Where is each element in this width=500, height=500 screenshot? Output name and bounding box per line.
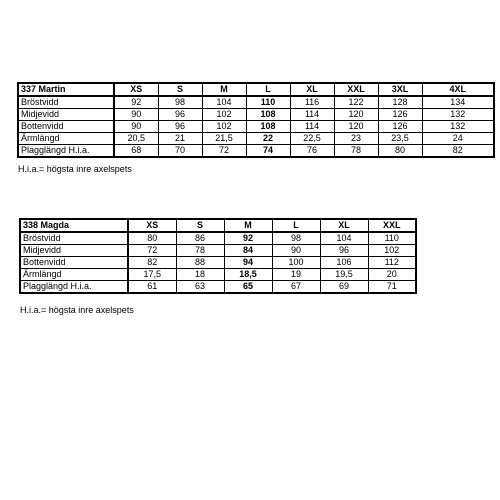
measurement-value: 21,5 (202, 133, 246, 145)
measurement-value: 90 (114, 109, 158, 121)
size-header: XL (320, 219, 368, 232)
measurement-value: 63 (176, 281, 224, 294)
measurement-value: 92 (114, 96, 158, 109)
size-header: 3XL (378, 83, 422, 96)
table-row (18, 145, 494, 158)
table-header-row (18, 83, 494, 96)
measurement-value: 88 (176, 257, 224, 269)
measurement-value: 108 (246, 109, 290, 121)
size-header: 4XL (422, 83, 494, 96)
measurement-value: 132 (422, 121, 494, 133)
size-header: XS (128, 219, 176, 232)
size-header: M (202, 83, 246, 96)
table-row (18, 96, 494, 109)
measurement-value: 116 (290, 96, 334, 109)
measurement-value: 18 (176, 269, 224, 281)
measurement-value: 96 (158, 121, 202, 133)
measurement-value: 71 (368, 281, 416, 294)
measurement-value: 19,5 (320, 269, 368, 281)
measurement-value: 104 (202, 96, 246, 109)
table-row (20, 269, 416, 281)
measurement-value: 112 (368, 257, 416, 269)
table-header-row (20, 219, 416, 232)
measurement-label: Midjevidd (18, 109, 114, 121)
size-table-martin-body (18, 83, 494, 157)
size-header: XS (114, 83, 158, 96)
measurement-value: 23 (334, 133, 378, 145)
measurement-label: Bröstvidd (20, 232, 128, 245)
measurement-value: 82 (128, 257, 176, 269)
measurement-value: 22,5 (290, 133, 334, 145)
measurement-value: 17,5 (128, 269, 176, 281)
measurement-value: 114 (290, 121, 334, 133)
measurement-value: 94 (224, 257, 272, 269)
table-row (20, 281, 416, 294)
table-note-martin: H.i.a.= högsta inre axelspets (18, 164, 132, 174)
table-row (20, 245, 416, 257)
measurement-value: 20,5 (114, 133, 158, 145)
measurement-value: 90 (272, 245, 320, 257)
measurement-value: 104 (320, 232, 368, 245)
measurement-value: 110 (368, 232, 416, 245)
size-table-martin (17, 82, 495, 158)
measurement-value: 102 (368, 245, 416, 257)
measurement-value: 102 (202, 109, 246, 121)
table-title: 338 Magda (20, 219, 128, 232)
measurement-value: 69 (320, 281, 368, 294)
measurement-label: Plagglängd H.i.a. (18, 145, 114, 158)
measurement-value: 68 (114, 145, 158, 158)
measurement-value: 76 (290, 145, 334, 158)
measurement-value: 78 (176, 245, 224, 257)
measurement-value: 22 (246, 133, 290, 145)
measurement-label: Bottenvidd (20, 257, 128, 269)
measurement-value: 90 (114, 121, 158, 133)
measurement-label: Ärmlängd (18, 133, 114, 145)
measurement-value: 18,5 (224, 269, 272, 281)
table-row (18, 133, 494, 145)
table-row (18, 121, 494, 133)
measurement-value: 61 (128, 281, 176, 294)
measurement-value: 23,5 (378, 133, 422, 145)
measurement-value: 78 (334, 145, 378, 158)
measurement-value: 98 (158, 96, 202, 109)
measurement-value: 72 (202, 145, 246, 158)
size-header: S (158, 83, 202, 96)
measurement-value: 86 (176, 232, 224, 245)
measurement-label: Bottenvidd (18, 121, 114, 133)
measurement-value: 132 (422, 109, 494, 121)
size-header: L (246, 83, 290, 96)
measurement-value: 82 (422, 145, 494, 158)
measurement-value: 102 (202, 121, 246, 133)
size-header: XXL (334, 83, 378, 96)
measurement-value: 65 (224, 281, 272, 294)
table-title: 337 Martin (18, 83, 114, 96)
measurement-value: 96 (158, 109, 202, 121)
measurement-value: 92 (224, 232, 272, 245)
table-note-magda: H.i.a.= högsta inre axelspets (20, 305, 134, 315)
measurement-label: Ärmlängd (20, 269, 128, 281)
measurement-value: 84 (224, 245, 272, 257)
measurement-value: 108 (246, 121, 290, 133)
size-header: M (224, 219, 272, 232)
measurement-value: 72 (128, 245, 176, 257)
measurement-value: 134 (422, 96, 494, 109)
measurement-value: 120 (334, 121, 378, 133)
size-header: L (272, 219, 320, 232)
measurement-value: 74 (246, 145, 290, 158)
table-row (20, 257, 416, 269)
measurement-value: 100 (272, 257, 320, 269)
measurement-value: 128 (378, 96, 422, 109)
measurement-label: Midjevidd (20, 245, 128, 257)
measurement-value: 67 (272, 281, 320, 294)
size-table-magda (19, 218, 417, 294)
measurement-value: 126 (378, 121, 422, 133)
measurement-value: 120 (334, 109, 378, 121)
measurement-value: 122 (334, 96, 378, 109)
measurement-value: 70 (158, 145, 202, 158)
measurement-value: 110 (246, 96, 290, 109)
measurement-value: 98 (272, 232, 320, 245)
table-row (18, 109, 494, 121)
table-row (20, 232, 416, 245)
measurement-value: 80 (128, 232, 176, 245)
size-table-magda-body (20, 219, 416, 293)
measurement-value: 80 (378, 145, 422, 158)
measurement-label: Plagglängd H.i.a. (20, 281, 128, 294)
measurement-label: Bröstvidd (18, 96, 114, 109)
measurement-value: 96 (320, 245, 368, 257)
size-header: S (176, 219, 224, 232)
measurement-value: 114 (290, 109, 334, 121)
measurement-value: 106 (320, 257, 368, 269)
size-header: XL (290, 83, 334, 96)
size-header: XXL (368, 219, 416, 232)
measurement-value: 24 (422, 133, 494, 145)
measurement-value: 19 (272, 269, 320, 281)
measurement-value: 20 (368, 269, 416, 281)
measurement-value: 126 (378, 109, 422, 121)
measurement-value: 21 (158, 133, 202, 145)
